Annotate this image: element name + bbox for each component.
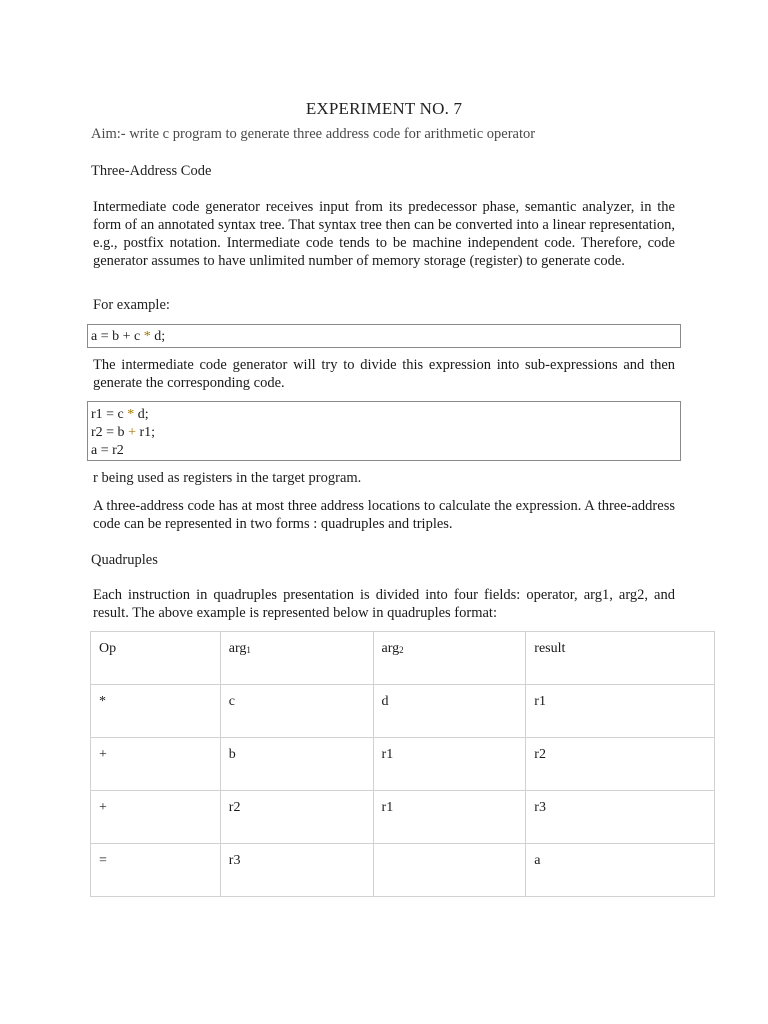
header-result: result <box>526 632 715 685</box>
cell-arg2: r1 <box>373 791 526 844</box>
generated-code-line-3: a = r2 <box>91 443 124 458</box>
cell-op: * <box>91 685 221 738</box>
quadruples-heading: Quadruples <box>91 552 158 568</box>
header-arg2: arg$_2$ <box>373 632 526 685</box>
cell-arg2: d <box>373 685 526 738</box>
cell-result: r3 <box>526 791 715 844</box>
cell-op: + <box>91 738 221 791</box>
cell-result: r2 <box>526 738 715 791</box>
cell-result: r1 <box>526 685 715 738</box>
example-expression-box <box>87 324 681 348</box>
header-op: Op <box>91 632 221 685</box>
generated-code-box <box>87 401 681 461</box>
cell-arg1: c <box>220 685 373 738</box>
table-row <box>91 738 715 791</box>
cell-op: + <box>91 791 221 844</box>
divide-paragraph: The intermediate code generator will try to divide this expression into sub-expressions and then generate the corresponding code. <box>93 357 675 391</box>
cell-result: a <box>526 844 715 897</box>
page-title: EXPERIMENT NO. 7 <box>305 99 463 118</box>
generated-code-line-1: r1 = c * d; <box>91 407 149 422</box>
header-arg1: arg$_1$ <box>220 632 373 685</box>
aim-text: Aim:- write c program to generate three address code for arithmetic operator <box>91 126 536 142</box>
table-row <box>91 844 715 897</box>
table-row <box>91 791 715 844</box>
example-expression-operator: * <box>143 329 151 344</box>
registers-note: r being used as registers in the target program. <box>93 470 362 486</box>
cell-arg2: r1 <box>373 738 526 791</box>
example-expression-rhs: d; <box>150 329 166 344</box>
cell-arg1: b <box>220 738 373 791</box>
cell-arg1: r3 <box>220 844 373 897</box>
table-header-row <box>91 632 715 685</box>
quadruples-paragraph: Each instruction in quadruples presentation is divided into four fields: operator, arg1, arg2, and result. The above example is represented below in quadruples format: <box>93 587 675 621</box>
cell-op: = <box>91 844 221 897</box>
quadruples-table <box>90 631 715 897</box>
cell-arg1: r2 <box>220 791 373 844</box>
three-address-paragraph: A three-address code has at most three address locations to calculate the expression. A three-address code can be represented in two forms : quadruples and triples. <box>93 498 675 532</box>
cell-arg2 <box>373 844 526 897</box>
intro-paragraph: Intermediate code generator receives input from its predecessor phase, semantic analyzer, in the form of an annotated syntax tree. That syntax tree then can be converted into a linear representation, e.g., postfix notation. Intermediate code tends to be machine independent code. Therefore, code generator assumes to have unlimited number of memory storage (register) to generate code. <box>93 199 675 269</box>
table-row <box>91 685 715 738</box>
example-expression-lhs: a = b + c <box>91 329 144 344</box>
for-example-label: For example: <box>93 297 170 313</box>
three-address-heading: Three-Address Code <box>91 163 212 179</box>
generated-code-line-2: r2 = b + r1; <box>91 425 156 440</box>
